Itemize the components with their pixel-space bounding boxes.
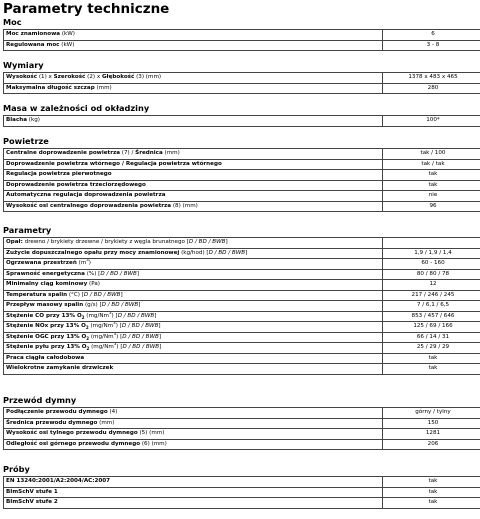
row-label: Wysokość osi centralnego doprowadzenia powietrza (8) (mm): [4, 201, 383, 212]
table-row: [4, 487, 480, 498]
row-label: Centralne doprowadzenie powietrza (7) / Średnica (mm): [4, 149, 383, 160]
row-label: Sprawność energetyczna (%) [D / BD / BWB]: [4, 269, 383, 280]
row-label: EN 13240:2001/A2:2004/AC:2007: [4, 477, 383, 488]
table-row: [4, 259, 480, 270]
table-row: [4, 248, 480, 259]
row-value: 96: [383, 201, 480, 212]
table-row: [4, 301, 480, 312]
table-row: [4, 30, 480, 41]
table-row: [4, 322, 480, 333]
table-row: [4, 418, 480, 429]
row-value: tak / tak: [383, 159, 480, 170]
section-title: Moc: [3, 17, 22, 27]
table-row: [4, 343, 480, 354]
row-label: Stężenie pyłu przy 13% $O_2$ (mg/Nm$^3$) [D / BD / BWB]: [4, 343, 383, 354]
row-value: tak: [383, 477, 480, 488]
row-value: nie: [383, 191, 480, 202]
section-title: Masa w zależności od okładziny: [3, 103, 150, 113]
row-value: 1281: [383, 429, 480, 440]
row-label: Temperatura spalin (°C) [D / BD / BWB]: [4, 290, 383, 301]
table-row: [4, 439, 480, 450]
table-row: [4, 73, 480, 84]
row-label: Stężenie CO przy 13% $O_2$ (mg/Nm$^3$) [D / BD / BWB]: [4, 311, 383, 322]
row-value: 150: [383, 418, 480, 429]
row-label: Zużycie dopuszczalnego opału przy mocy znamionowej (kg/hod) [D / BD / BWB]: [4, 248, 383, 259]
row-label: Średnica przewodu dymnego (mm): [4, 418, 383, 429]
table-row: [4, 149, 480, 160]
row-value: 280: [383, 83, 480, 94]
row-value: 1,9 / 1,9 / 1,4: [383, 248, 480, 259]
table-row: [4, 364, 480, 375]
row-label: Moc znamionowa (kW): [4, 30, 383, 41]
spec-table: [3, 476, 480, 509]
row-value: 25 / 29 / 29: [383, 343, 480, 354]
spec-table: [3, 29, 480, 51]
row-label: BImSchV stufe 1: [4, 487, 383, 498]
table-row: [4, 429, 480, 440]
row-value: górny / tylny: [383, 408, 480, 419]
row-label: BImSchV stufe 2: [4, 498, 383, 509]
table-row: [4, 332, 480, 343]
table-row: [4, 498, 480, 509]
row-value: 206: [383, 439, 480, 450]
section-title: Próby: [3, 464, 30, 474]
row-label: Doprowadzenie powietrza trzeciorzędowego: [4, 180, 383, 191]
row-label: Blacha (kg): [4, 116, 383, 127]
row-value: tak: [383, 170, 480, 181]
row-label: Stężenie OGC przy 13% $O_2$ (mg/Nm$^3$) [D / BD / BWB]: [4, 332, 383, 343]
section-title: Parametry: [3, 225, 52, 235]
row-label: Podłączenie przewodu dymnego (4): [4, 408, 383, 419]
table-row: [4, 40, 480, 51]
page-title: Parametry techniczne: [3, 1, 170, 17]
table-row: [4, 83, 480, 94]
row-value: 7 / 6,1 / 6,5: [383, 301, 480, 312]
table-row: [4, 408, 480, 419]
row-value: tak: [383, 364, 480, 375]
row-value: 3 - 8: [383, 40, 480, 51]
table-row: [4, 201, 480, 212]
row-label: Opał: drewno / brykiety drzewne / brykiety z węgla brunatnego [D / BD / BWB]: [4, 238, 383, 249]
spec-table: [3, 148, 480, 212]
spec-table: [3, 115, 480, 127]
row-label: Wysokość osi tylnego przewodu dymnego (5) (mm): [4, 429, 383, 440]
table-row: [4, 159, 480, 170]
table-row: [4, 170, 480, 181]
row-label: Automatyczna regulacja doprowadzenia powietrza: [4, 191, 383, 202]
row-label: Stężenie NOx przy 13% $O_2$ (mg/Nm$^3$) [D / BD / BWB]: [4, 322, 383, 333]
row-value: [383, 238, 480, 249]
row-value: 80 / 80 / 78: [383, 269, 480, 280]
row-value: tak / 100: [383, 149, 480, 160]
row-value: 6: [383, 30, 480, 41]
table-row: [4, 180, 480, 191]
row-value: 60 - 160: [383, 259, 480, 270]
row-label: Regulowana moc (kW): [4, 40, 383, 51]
row-value: 217 / 246 / 245: [383, 290, 480, 301]
row-value: 125 / 69 / 166: [383, 322, 480, 333]
row-label: Przepływ masowy spalin (g/s) [D / BD / BWB]: [4, 301, 383, 312]
row-value: tak: [383, 498, 480, 509]
table-row: [4, 477, 480, 488]
row-label: Regulacja powietrza pierwotnego: [4, 170, 383, 181]
row-label: Wysokość (1) x Szerokość (2) x Głębokość (3) (mm): [4, 73, 383, 84]
table-row: [4, 290, 480, 301]
section-title: Wymiary: [3, 60, 44, 70]
row-label: Praca ciągła całodobowa: [4, 353, 383, 364]
row-value: 66 / 14 / 31: [383, 332, 480, 343]
row-value: tak: [383, 180, 480, 191]
table-row: [4, 238, 480, 249]
row-value: tak: [383, 487, 480, 498]
row-value: tak: [383, 353, 480, 364]
row-value: 12: [383, 280, 480, 291]
table-row: [4, 311, 480, 322]
table-row: [4, 191, 480, 202]
row-value: 853 / 457 / 646: [383, 311, 480, 322]
row-label: Odległość osi górnego przewodu dymnego (6) (mm): [4, 439, 383, 450]
row-label: Ogrzewana przestrzeń $(m^3)$: [4, 259, 383, 270]
row-value: 1378 x 483 x 465: [383, 73, 480, 84]
section-title: Przewód dymny: [3, 395, 77, 405]
row-label: Doprowadzenie powietrza wtórnego / Regulacja powietrza wtórnego: [4, 159, 383, 170]
spec-table: [3, 407, 480, 450]
table-row: [4, 116, 480, 127]
spec-table: [3, 72, 480, 94]
row-label: Maksymalna długość szczap (mm): [4, 83, 383, 94]
section-title: Powietrze: [3, 136, 49, 146]
spec-table: [3, 237, 480, 375]
row-label: Minimalny ciąg kominowy (Pa): [4, 280, 383, 291]
row-label: Wielokrotne zamykanie drzwiczek: [4, 364, 383, 375]
table-row: [4, 353, 480, 364]
table-row: [4, 280, 480, 291]
table-row: [4, 269, 480, 280]
row-value: 100*: [383, 116, 480, 127]
